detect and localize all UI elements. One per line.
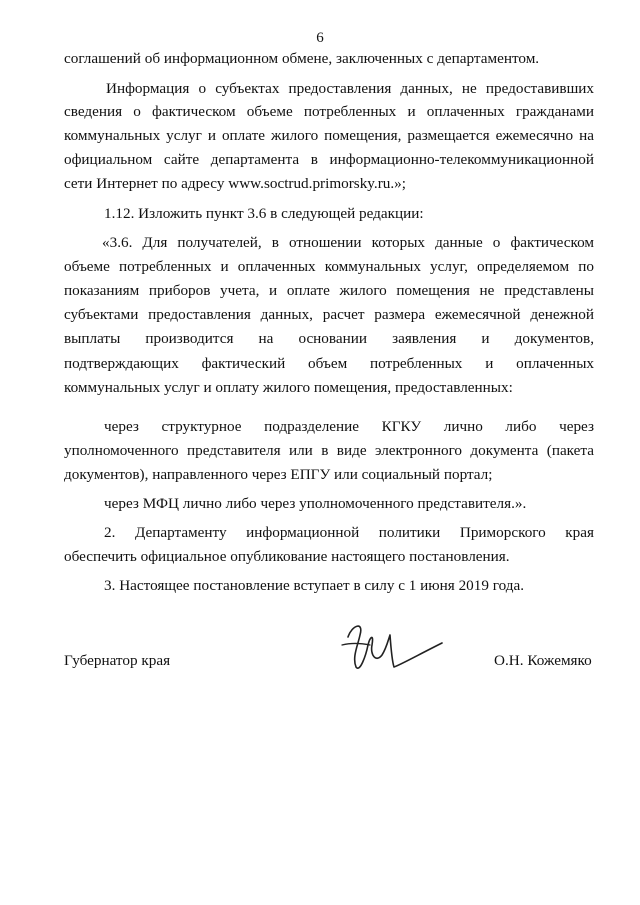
signatory-title: Губернатор края (64, 652, 171, 669)
text-line: 1.12. Изложить пункт 3.6 в следующей редакции: (104, 205, 424, 222)
text-line: обеспечить официальное опубликование настоящего постановления. (64, 548, 510, 565)
signatory-name: О.Н. Кожемяко (494, 652, 592, 669)
text-line: коммунальных услуг и оплате жилого помещения, размещается ежемесячно на (64, 127, 594, 144)
text-line: 2. Департаменту информационной политики Приморского края (104, 524, 594, 541)
text-line: подтверждающих фактический объем потребленных и оплаченных (64, 355, 594, 372)
text-line: коммунальных услуг и оплату жилого помещения, предоставленных: (64, 379, 513, 396)
text-line: документов), направленного через ЕПГУ или социальный портал; (64, 466, 493, 483)
text-line: сведения о фактическом объеме потребленных и оплаченных гражданами (64, 103, 594, 120)
text-line: уполномоченного представителя или в виде электронного документа (пакета (64, 442, 594, 459)
text-line: 3. Настоящее постановление вступает в силу с 1 июня 2019 года. (104, 577, 525, 594)
handwritten-signature (330, 615, 450, 675)
text-line: объеме потребленных и оплаченных коммунальных услуг, определяемом по (64, 258, 594, 275)
text-line: через структурное подразделение КГКУ лично либо через (104, 418, 594, 435)
text-line: через МФЦ лично либо через уполномоченного представителя.». (104, 495, 527, 512)
text-line: сети Интернет по адресу www.soctrud.primorsky.ru.»; (64, 175, 406, 192)
text-line: «3.6. Для получателей, в отношении которых данные о фактическом (102, 234, 594, 251)
text-line: показаниям приборов учета, и оплате жилого помещения не представлены (64, 282, 594, 299)
page-number: 6 (316, 30, 324, 46)
text-line: выплаты производится на основании заявления и документов, (64, 330, 594, 347)
text-line: субъектами предоставления данных, расчет размера ежемесячной денежной (64, 306, 594, 323)
text-line: официальном сайте департамента в информационно-телекоммуникационной (64, 151, 594, 168)
text-line: соглашений об информационном обмене, заключенных с департаментом. (64, 50, 540, 67)
text-line: Информация о субъектах предоставления данных, не предоставивших (106, 80, 594, 97)
